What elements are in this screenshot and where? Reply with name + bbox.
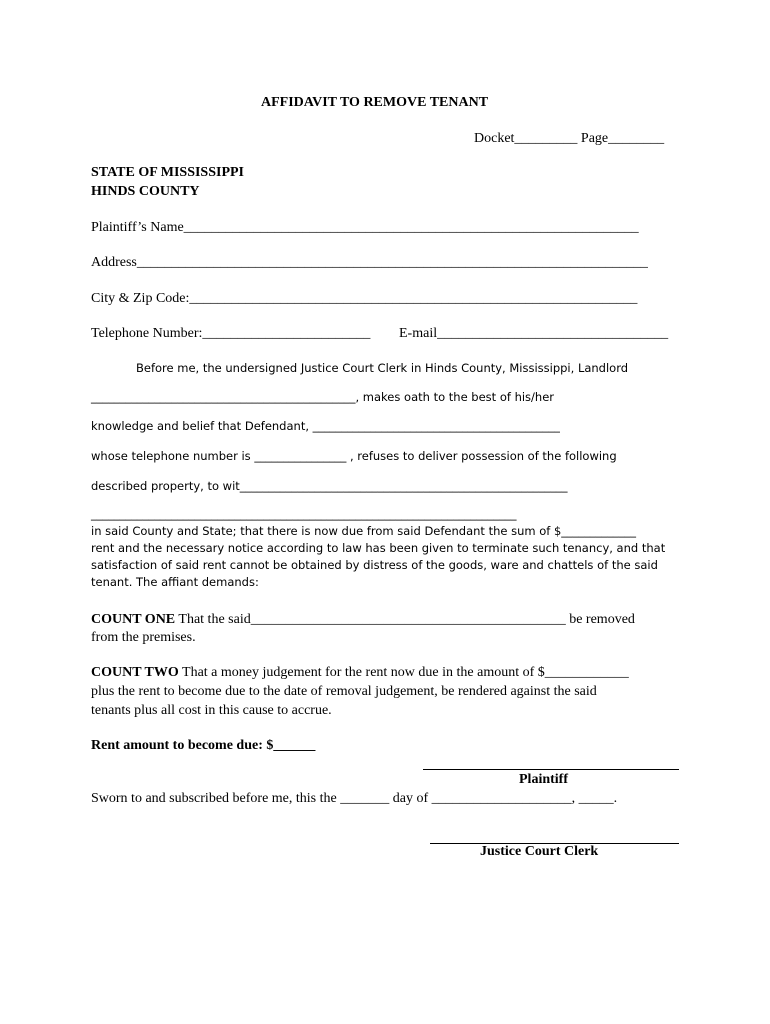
city-zip-field: City & Zip Code:________________________________________________________________	[91, 291, 638, 306]
county-heading: HINDS COUNTY	[91, 184, 200, 199]
telephone-field: Telephone Number:________________________	[91, 326, 371, 341]
due-paragraph-1: in said County and State; that there is now due from said Defendant the sum of $_____________	[91, 524, 637, 538]
count-one-line	[91, 613, 635, 627]
email-field: E-mail_________________________________	[399, 326, 669, 341]
clerk-signature-label: Justice Court Clerk	[480, 844, 599, 859]
plaintiff-signature-line	[423, 769, 679, 770]
rent-due-line: Rent amount to become due: $______	[91, 738, 316, 753]
oath-line-2: ______________________________________________, makes oath to the best of his/her	[91, 390, 555, 404]
oath-line-5: described property, to wit_________________________________________________________	[91, 479, 568, 493]
oath-line-1: Before me, the undersigned Justice Court Clerk in Hinds County, Mississippi, Landlord	[136, 361, 629, 375]
docket-page-line: Docket_________ Page________	[474, 131, 665, 146]
state-heading: STATE OF MISSISSIPPI	[91, 165, 245, 180]
due-paragraph-2: rent and the necessary notice according to law has been given to terminate such tenancy, and that	[91, 541, 666, 555]
count-two-continuation-2: tenants plus all cost in this cause to accrue.	[91, 703, 332, 718]
count-two-text: That a money judgement for the rent now due in the amount of $____________	[178, 665, 629, 680]
count-two-label: COUNT TWO	[91, 665, 179, 680]
count-one-label: COUNT ONE	[91, 612, 176, 627]
plaintiff-name-field: Plaintiff’s Name_________________________________________________________________	[91, 220, 639, 235]
address-field: Address_________________________________________________________________________	[91, 255, 648, 270]
count-one-continuation: from the premises.	[91, 630, 196, 645]
oath-line-4: whose telephone number is ________________ , refuses to deliver possession of the following	[91, 449, 617, 463]
plaintiff-signature-label: Plaintiff	[519, 772, 568, 787]
count-one-text: That the said_____________________________________________ be removed	[175, 612, 635, 627]
oath-line-3: knowledge and belief that Defendant, ___________________________________________	[91, 419, 560, 433]
oath-line-6: __________________________________________________________________________	[91, 507, 517, 521]
sworn-line: Sworn to and subscribed before me, this the _______ day of ____________________, _____.	[91, 791, 618, 806]
due-paragraph-4: tenant. The affiant demands:	[91, 575, 259, 589]
count-two-line	[91, 666, 629, 680]
document-title: AFFIDAVIT TO REMOVE TENANT	[261, 95, 489, 110]
due-paragraph-3: satisfaction of said rent cannot be obtained by distress of the goods, ware and chattels of the said	[91, 558, 658, 572]
count-two-continuation-1: plus the rent to become due to the date of removal judgement, be rendered against the said	[91, 684, 597, 699]
